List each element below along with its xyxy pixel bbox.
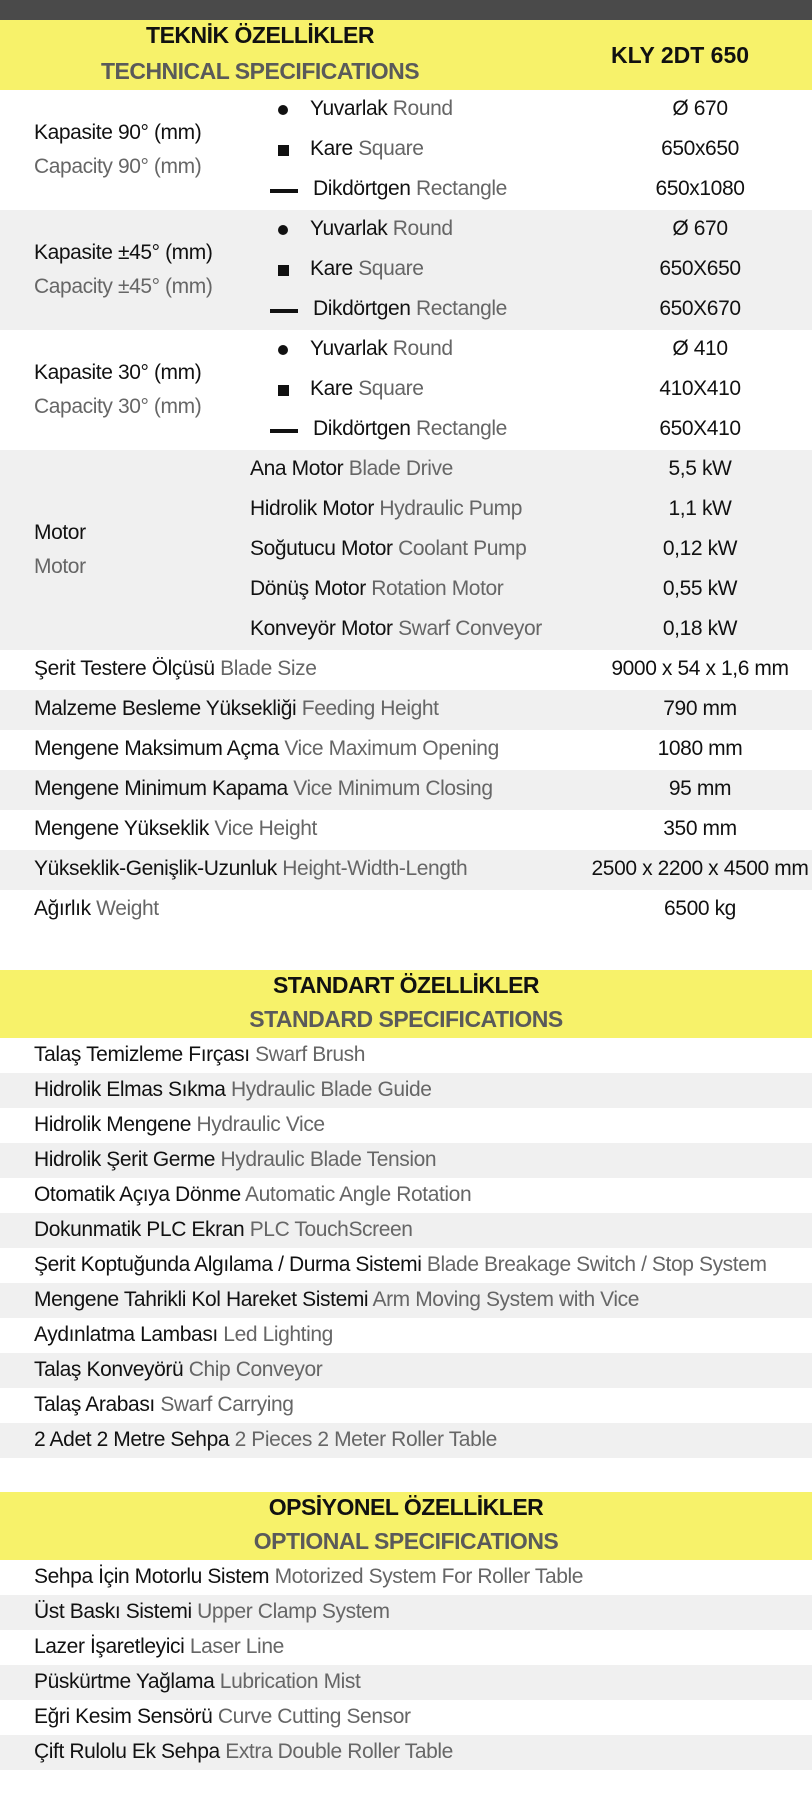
motor-value: 0,18 kW xyxy=(662,617,738,640)
optional-title-en: OPTIONAL SPECIFICATIONS xyxy=(253,1528,559,1554)
rectangle-bullet-icon xyxy=(270,309,298,313)
list-item-label-tr: Lazer İşaretleyici xyxy=(34,1635,185,1658)
model-name: KLY 2DT 650 xyxy=(610,42,750,68)
spec-label xyxy=(34,777,493,801)
list-item-label xyxy=(34,1078,432,1102)
list-item xyxy=(0,1318,812,1353)
list-item-label-tr: Sehpa İçin Motorlu Sistem xyxy=(34,1565,270,1588)
spec-label-en: Feeding Height xyxy=(301,697,439,720)
list-item-label xyxy=(34,1740,453,1764)
motor-label-en: Motor xyxy=(34,555,86,578)
capacity-group xyxy=(0,90,812,210)
spec-label xyxy=(34,697,439,721)
list-item-label-tr: Mengene Tahrikli Kol Hareket Sistemi xyxy=(34,1288,369,1311)
list-item xyxy=(0,1700,812,1735)
list-item xyxy=(0,1630,812,1665)
list-item-label-tr: Üst Baskı Sistemi xyxy=(34,1600,192,1623)
capacity-label-en: Capacity ±45° (mm) xyxy=(34,275,213,298)
top-bar xyxy=(0,0,812,20)
spec-label xyxy=(34,897,159,921)
list-item-label xyxy=(34,1218,413,1242)
capacity-value: Ø 670 xyxy=(672,97,728,120)
capacity-value: 650x1080 xyxy=(655,177,745,200)
standard-header xyxy=(0,970,812,1038)
tech-title-tr: TEKNİK ÖZELLİKLER xyxy=(146,22,374,48)
list-item-label-en: Curve Cutting Sensor xyxy=(217,1705,411,1728)
capacity-label xyxy=(34,356,201,424)
capacity-label-tr: Kapasite 30° (mm) xyxy=(34,361,202,384)
capacity-item-en: Square xyxy=(358,257,424,280)
list-item-label-tr: Hidrolik Şerit Germe xyxy=(34,1148,216,1171)
list-item-label xyxy=(34,1183,471,1207)
list-item-label xyxy=(34,1670,360,1694)
capacity-item-tr: Yuvarlak xyxy=(310,97,388,120)
spec-label-tr: Şerit Testere Ölçüsü xyxy=(34,657,215,680)
list-item xyxy=(0,1073,812,1108)
spec-label-en: Height-Width-Length xyxy=(282,857,468,880)
capacity-group xyxy=(0,210,812,330)
spec-label-tr: Mengene Minimum Kapama xyxy=(34,777,288,800)
list-item-label xyxy=(34,1253,767,1277)
spec-label-tr: Yükseklik-Genişlik-Uzunluk xyxy=(34,857,277,880)
list-item xyxy=(0,1595,812,1630)
list-item xyxy=(0,1735,812,1770)
spec-row xyxy=(0,770,812,810)
capacity-value: 650x650 xyxy=(661,137,739,160)
capacity-item-tr: Kare xyxy=(310,377,353,400)
spec-row xyxy=(0,730,812,770)
capacity-label-tr: Kapasite ±45° (mm) xyxy=(34,241,213,264)
list-item xyxy=(0,1353,812,1388)
list-item xyxy=(0,1178,812,1213)
standard-title-tr: STANDART ÖZELLİKLER xyxy=(272,972,540,998)
motor-item xyxy=(250,457,453,481)
list-item-label-tr: Çift Rulolu Ek Sehpa xyxy=(34,1740,220,1763)
square-bullet-icon xyxy=(278,265,289,276)
list-item-label-en: Hydraulic Blade Guide xyxy=(230,1078,432,1101)
spec-value: 2500 x 2200 x 4500 mm xyxy=(591,857,809,880)
capacity-item-en: Square xyxy=(358,137,424,160)
list-item-label-en: Hydraulic Vice xyxy=(196,1113,325,1136)
motor-item xyxy=(250,577,503,601)
capacity-value: 650X670 xyxy=(659,297,741,320)
spec-label-en: Vice Maximum Opening xyxy=(284,737,499,760)
capacity-item-en: Round xyxy=(392,97,453,120)
list-item-label xyxy=(34,1393,294,1417)
list-item-label-tr: Talaş Arabası xyxy=(34,1393,155,1416)
capacity-item-tr: Dikdörtgen xyxy=(313,417,411,440)
motor-item-en: Swarf Conveyor xyxy=(398,617,542,640)
capacity-item-en: Round xyxy=(392,217,453,240)
list-item-label xyxy=(34,1148,436,1172)
list-item xyxy=(0,1248,812,1283)
capacity-item-tr: Yuvarlak xyxy=(310,337,388,360)
list-item xyxy=(0,1038,812,1073)
list-item-label xyxy=(34,1565,583,1589)
spec-value: 790 mm xyxy=(663,697,737,720)
list-item-label-tr: 2 Adet 2 Metre Sehpa xyxy=(34,1428,230,1451)
spec-label xyxy=(34,657,317,681)
circle-bullet-icon xyxy=(278,225,288,235)
spec-row xyxy=(0,690,812,730)
motor-item-tr: Hidrolik Motor xyxy=(250,497,374,520)
capacity-item xyxy=(310,377,424,401)
tech-title-en: TECHNICAL SPECIFICATIONS xyxy=(100,58,420,84)
list-item-label xyxy=(34,1358,322,1382)
capacity-item xyxy=(313,297,507,321)
capacity-value: Ø 410 xyxy=(672,337,728,360)
motor-item-en: Rotation Motor xyxy=(371,577,504,600)
spec-label-tr: Mengene Yükseklik xyxy=(34,817,209,840)
motor-item-tr: Soğutucu Motor xyxy=(250,537,393,560)
capacity-label xyxy=(34,116,201,184)
list-item-label xyxy=(34,1323,333,1347)
motor-value: 5,5 kW xyxy=(668,457,732,480)
motor-item-tr: Ana Motor xyxy=(250,457,344,480)
capacity-item xyxy=(310,97,453,121)
capacity-item-en: Rectangle xyxy=(416,297,507,320)
spec-value: 350 mm xyxy=(663,817,737,840)
spec-value: 95 mm xyxy=(668,777,732,800)
spec-row xyxy=(0,650,812,690)
list-item-label-en: Automatic Angle Rotation xyxy=(245,1183,472,1206)
list-item-label xyxy=(34,1705,411,1729)
list-item xyxy=(0,1108,812,1143)
list-item-label-en: Hydraulic Blade Tension xyxy=(220,1148,437,1171)
list-item-label-en: Led Lighting xyxy=(223,1323,333,1346)
capacity-item-tr: Dikdörtgen xyxy=(313,297,411,320)
capacity-item-en: Rectangle xyxy=(416,177,507,200)
spec-label-tr: Mengene Maksimum Açma xyxy=(34,737,279,760)
spec-label xyxy=(34,737,499,761)
optional-header xyxy=(0,1492,812,1560)
motor-value: 0,12 kW xyxy=(662,537,738,560)
list-item-label-tr: Şerit Koptuğunda Algılama / Durma Sistemi xyxy=(34,1253,422,1276)
list-item-label-tr: Hidrolik Mengene xyxy=(34,1113,192,1136)
capacity-item-en: Rectangle xyxy=(416,417,507,440)
capacity-value: Ø 670 xyxy=(672,217,728,240)
capacity-item-tr: Kare xyxy=(310,257,353,280)
spec-value: 9000 x 54 x 1,6 mm xyxy=(611,657,789,680)
spec-value: 6500 kg xyxy=(664,897,736,920)
spec-row xyxy=(0,810,812,850)
spec-label-tr: Malzeme Besleme Yüksekliği xyxy=(34,697,297,720)
list-item-label-en: Motorized System For Roller Table xyxy=(274,1565,584,1588)
list-item xyxy=(0,1560,812,1595)
capacity-item xyxy=(313,177,507,201)
list-item-label-tr: Talaş Temizleme Fırçası xyxy=(34,1043,250,1066)
capacity-item-en: Round xyxy=(392,337,453,360)
spec-label-en: Vice Height xyxy=(214,817,317,840)
capacity-item-tr: Dikdörtgen xyxy=(313,177,411,200)
capacity-item-tr: Kare xyxy=(310,137,353,160)
list-item-label-en: Swarf Carrying xyxy=(160,1393,294,1416)
list-item-label-tr: Talaş Konveyörü xyxy=(34,1358,184,1381)
list-item-label-tr: Eğri Kesim Sensörü xyxy=(34,1705,213,1728)
list-item-label-en: PLC TouchScreen xyxy=(249,1218,413,1241)
list-item xyxy=(0,1665,812,1700)
list-item xyxy=(0,1283,812,1318)
spec-row xyxy=(0,850,812,890)
list-item xyxy=(0,1213,812,1248)
list-item-label xyxy=(34,1428,497,1452)
list-item-label xyxy=(34,1288,639,1312)
list-item-label-tr: Hidrolik Elmas Sıkma xyxy=(34,1078,226,1101)
motor-item-en: Hydraulic Pump xyxy=(379,497,522,520)
motor-item-tr: Dönüş Motor xyxy=(250,577,366,600)
list-item-label-en: Upper Clamp System xyxy=(197,1600,390,1623)
list-item-label-en: Blade Breakage Switch / Stop System xyxy=(426,1253,767,1276)
capacity-item xyxy=(310,137,424,161)
list-item-label xyxy=(34,1635,284,1659)
capacity-label-tr: Kapasite 90° (mm) xyxy=(34,121,202,144)
capacity-value: 410X410 xyxy=(659,377,741,400)
motor-value: 0,55 kW xyxy=(662,577,738,600)
list-item-label-en: Arm Moving System with Vice xyxy=(372,1288,640,1311)
list-item-label-en: Laser Line xyxy=(189,1635,284,1658)
motor-item-en: Coolant Pump xyxy=(398,537,527,560)
motor-item xyxy=(250,617,542,641)
capacity-item xyxy=(313,417,507,441)
spec-value: 1080 mm xyxy=(657,737,743,760)
spec-row xyxy=(0,890,812,930)
motor-item-en: Blade Drive xyxy=(348,457,453,480)
list-item-label-en: Chip Conveyor xyxy=(188,1358,323,1381)
list-item-label-tr: Püskürtme Yağlama xyxy=(34,1670,215,1693)
spec-label-en: Blade Size xyxy=(220,657,317,680)
capacity-item-en: Square xyxy=(358,377,424,400)
circle-bullet-icon xyxy=(278,345,288,355)
circle-bullet-icon xyxy=(278,105,288,115)
motor-label xyxy=(34,516,86,584)
spec-label-en: Weight xyxy=(96,897,159,920)
capacity-group xyxy=(0,330,812,450)
capacity-value: 650X650 xyxy=(659,257,741,280)
capacity-label-en: Capacity 30° (mm) xyxy=(34,395,202,418)
capacity-value: 650X410 xyxy=(659,417,741,440)
list-item-label-tr: Dokunmatik PLC Ekran xyxy=(34,1218,245,1241)
list-item-label-en: 2 Pieces 2 Meter Roller Table xyxy=(234,1428,497,1451)
rectangle-bullet-icon xyxy=(270,429,298,433)
spec-label-tr: Ağırlık xyxy=(34,897,91,920)
motor-group xyxy=(0,450,812,650)
capacity-item xyxy=(310,217,453,241)
spec-label xyxy=(34,817,317,841)
list-item-label xyxy=(34,1113,325,1137)
motor-item xyxy=(250,537,526,561)
motor-label-tr: Motor xyxy=(34,521,86,544)
list-item xyxy=(0,1143,812,1178)
tech-header xyxy=(0,20,812,90)
square-bullet-icon xyxy=(278,385,289,396)
list-item-label xyxy=(34,1600,390,1624)
capacity-label-en: Capacity 90° (mm) xyxy=(34,155,202,178)
list-item-label-tr: Aydınlatma Lambası xyxy=(34,1323,218,1346)
capacity-item-tr: Yuvarlak xyxy=(310,217,388,240)
list-item-label-en: Swarf Brush xyxy=(255,1043,366,1066)
spec-label xyxy=(34,857,467,881)
motor-item xyxy=(250,497,522,521)
motor-value: 1,1 kW xyxy=(668,497,732,520)
capacity-item xyxy=(310,257,424,281)
list-item-label-tr: Otomatik Açıya Dönme xyxy=(34,1183,241,1206)
capacity-item xyxy=(310,337,453,361)
rectangle-bullet-icon xyxy=(270,189,298,193)
standard-title-en: STANDARD SPECIFICATIONS xyxy=(249,1006,563,1032)
optional-title-tr: OPSİYONEL ÖZELLİKLER xyxy=(268,1494,544,1520)
list-item xyxy=(0,1423,812,1458)
list-item-label-en: Extra Double Roller Table xyxy=(225,1740,453,1763)
spec-label-en: Vice Minimum Closing xyxy=(293,777,493,800)
list-item-label-en: Lubrication Mist xyxy=(219,1670,361,1693)
capacity-label xyxy=(34,236,212,304)
motor-item-tr: Konveyör Motor xyxy=(250,617,393,640)
list-item xyxy=(0,1388,812,1423)
list-item-label xyxy=(34,1043,365,1067)
square-bullet-icon xyxy=(278,145,289,156)
